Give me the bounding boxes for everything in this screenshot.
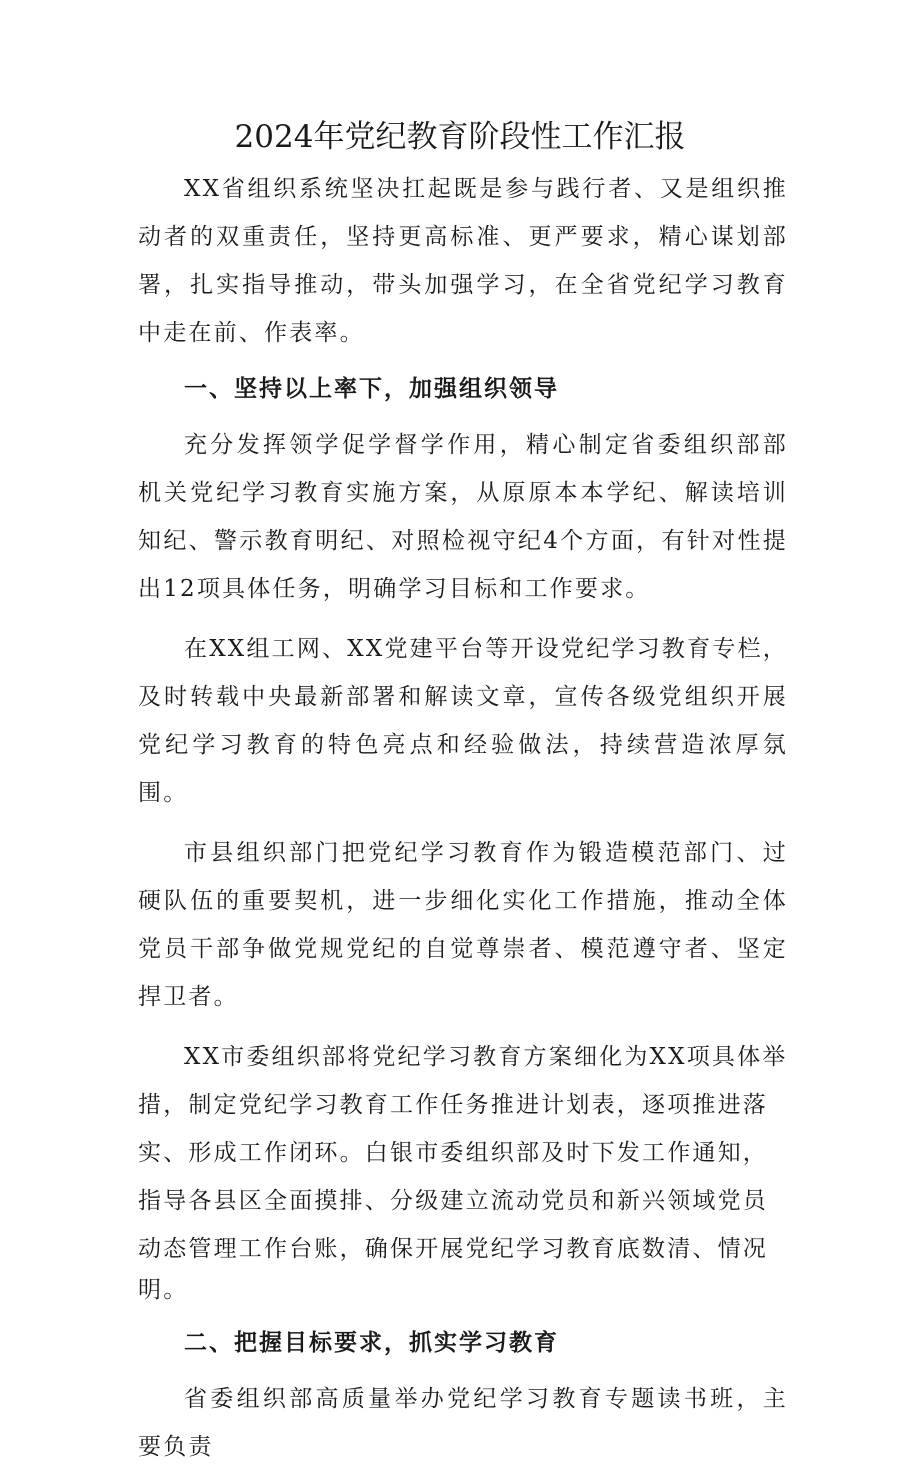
section-1-paragraph-2: 在XX组工网、XX党建平台等开设党纪学习教育专栏，及时转载中央最新部署和解读文章，宣传各级党组织开展党纪学习教育的特色亮点和经验做法，持续营造浓厚氛围。 (138, 636, 788, 806)
section-2-paragraph-1: 省委组织部高质量举办党纪学习教育专题读书班，主要负责 (138, 1386, 788, 1460)
section-1-paragraph-4-tail: 明。 (138, 1277, 189, 1303)
section-1-heading: 一、坚持以上率下，加强组织领导 (184, 376, 559, 402)
intro-paragraph: XX省组织系统坚决扛起既是参与践行者、又是组织推动者的双重责任，坚持更高标准、更严要求，精心谋划部署，扎实指导推动，带头加强学习，在全省党纪学习教育中走在前、作表率。 (138, 176, 788, 346)
section-1-paragraph-3: 市县组织部门把党纪学习教育作为锻造模范部门、过硬队伍的重要契机，进一步细化实化工作措施，推动全体党员干部争做党规党纪的自觉尊崇者、模范遵守者、坚定捍卫者。 (138, 840, 788, 1010)
document-body (138, 165, 788, 1471)
document-title: 2024年党纪教育阶段性工作汇报 (234, 119, 686, 155)
section-1-paragraph-1: 充分发挥领学促学督学作用，精心制定省委组织部部机关党纪学习教育实施方案，从原原本本学纪、解读培训知纪、警示教育明纪、对照检视守纪4个方面，有针对性提出12项具体任务，明确学习目标和工作要求。 (138, 432, 788, 602)
section-2-heading: 二、把握目标要求，抓实学习教育 (184, 1330, 559, 1356)
section-1-paragraph-4: XX市委组织部将党纪学习教育方案细化为XX项具体举措，制定党纪学习教育工作任务推进计划表，逐项推进落实、形成工作闭环。白银市委组织部及时下发工作通知，指导各县区全面摸排、分级建立流动党员和新兴领域党员动态管理工作台账，确保开展党纪学习教育底数清、情况 (138, 1044, 788, 1262)
